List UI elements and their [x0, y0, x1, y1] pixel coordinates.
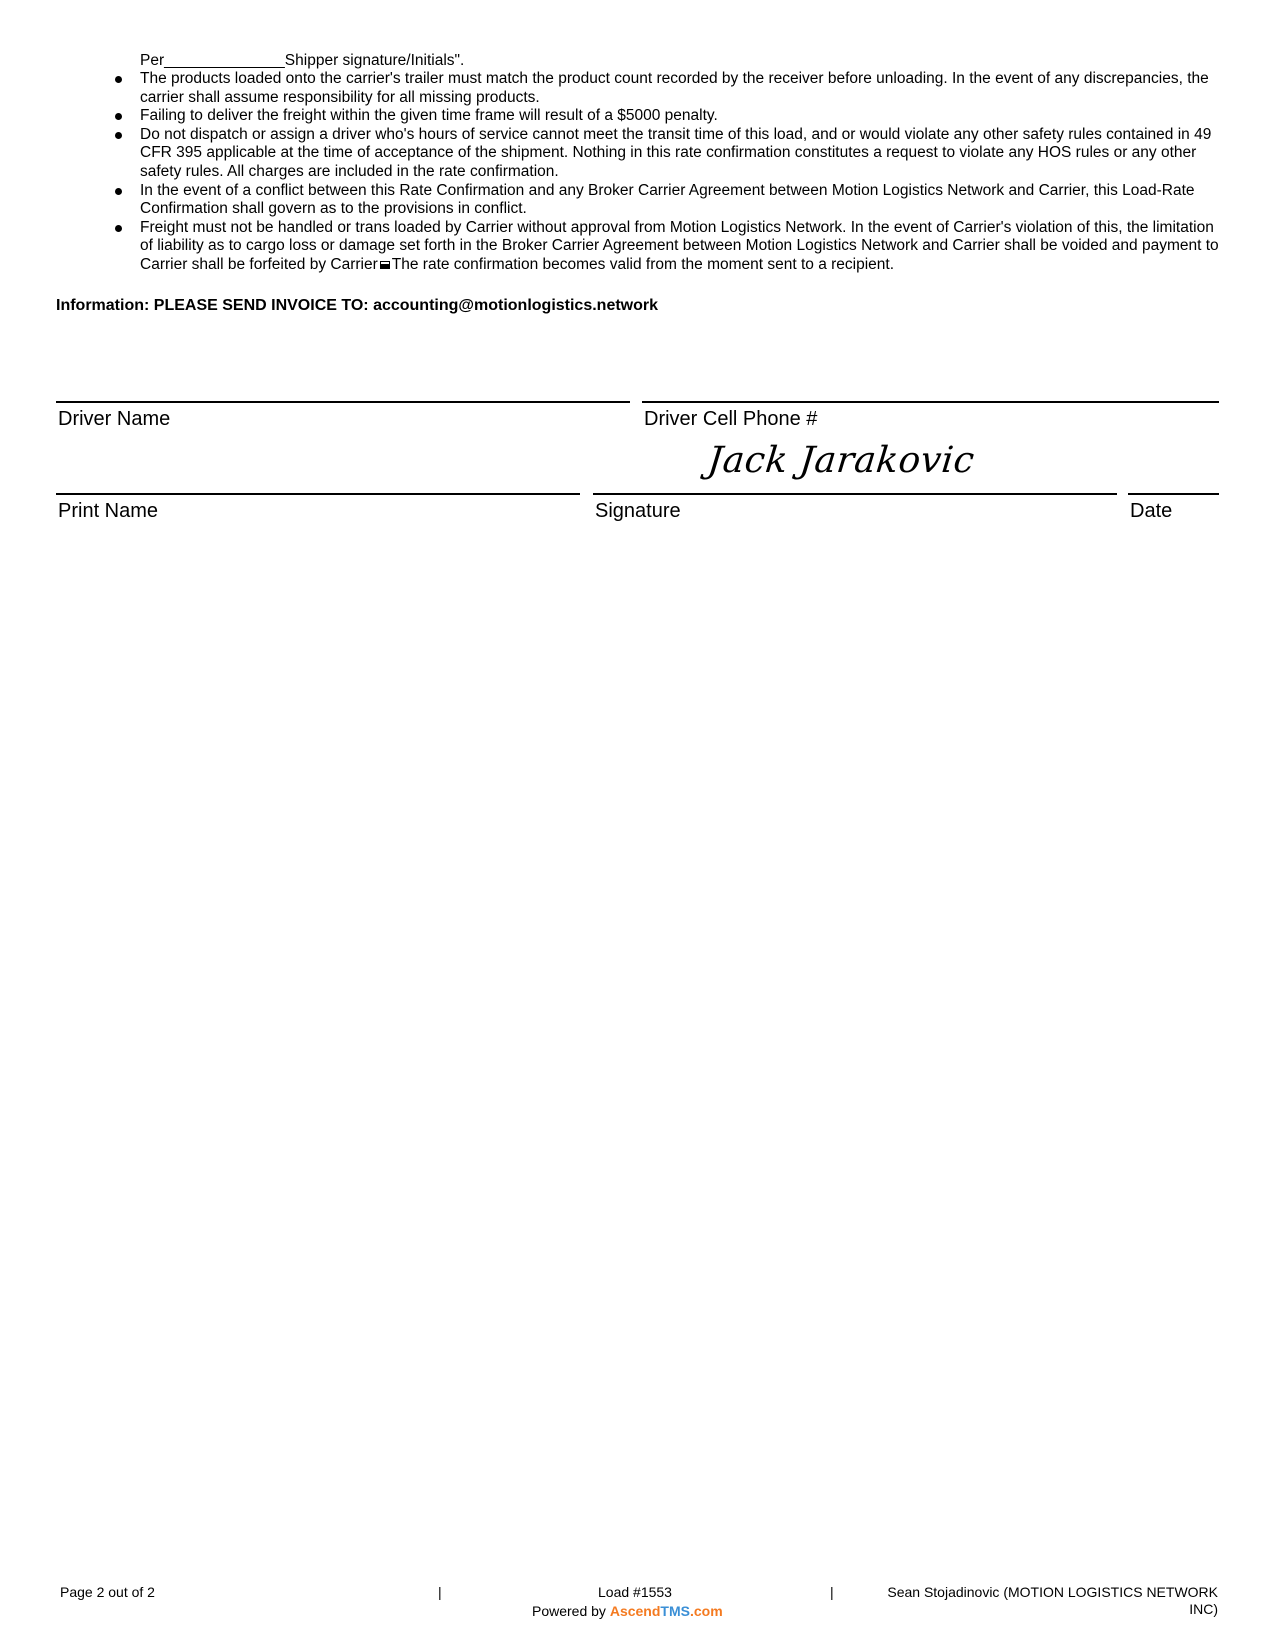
footer-user-line2: INC) — [1189, 1601, 1218, 1617]
driver-cell-phone-line — [642, 401, 1219, 403]
terms-item — [140, 126, 1220, 182]
ascendtms-logo — [610, 1603, 723, 1619]
bullet-icon — [115, 132, 122, 139]
terms-item — [140, 182, 1220, 219]
footer-separator: | — [438, 1584, 442, 1600]
footer-user-line1: Sean Stojadinovic (MOTION LOGISTICS NETWORK — [887, 1584, 1218, 1600]
invoice-info: Information: PLEASE SEND INVOICE TO: accounting@motionlogistics.network — [56, 297, 659, 314]
unknown-glyph-icon — [380, 261, 390, 269]
terms-continuation: Per______________Shipper signature/Initials". — [140, 52, 465, 69]
terms-list — [140, 70, 1220, 275]
footer-separator: | — [830, 1584, 834, 1600]
bullet-icon — [115, 225, 122, 232]
terms-item — [140, 219, 1220, 275]
terms-item-text-continued: The rate confirmation becomes valid from the moment sent to a recipient. — [391, 255, 895, 273]
terms-item-text: The products loaded onto the carrier's trailer must match the product count recorded by the receiver before unloading. In the event of any discrepancies, the carrier shall assume responsibility for all missing products. — [140, 70, 1209, 106]
bullet-icon — [115, 188, 122, 195]
logo-com-text: .com — [689, 1603, 723, 1619]
footer-user — [860, 1584, 1218, 1618]
terms-item — [140, 70, 1220, 107]
load-number: Load #1553 — [598, 1584, 672, 1600]
driver-cell-phone-label: Driver Cell Phone # — [644, 408, 818, 430]
date-label: Date — [1130, 500, 1173, 522]
signature-line — [593, 493, 1117, 495]
terms-item-text: Failing to deliver the freight within the given time frame will result of a $5000 penalty. — [140, 107, 718, 125]
page-number: Page 2 out of 2 — [60, 1584, 155, 1600]
terms-item — [140, 107, 1220, 126]
signature-label: Signature — [595, 500, 681, 522]
print-name-label: Print Name — [58, 500, 159, 522]
bullet-icon — [115, 113, 122, 120]
driver-name-label: Driver Name — [58, 408, 171, 430]
bullet-icon — [115, 76, 122, 83]
date-line — [1128, 493, 1219, 495]
logo-ascend-text: Ascend — [609, 1603, 661, 1619]
logo-tms-text: TMS — [660, 1603, 690, 1619]
powered-by — [532, 1603, 723, 1620]
driver-name-line — [56, 401, 630, 403]
powered-by-label: Powered by — [532, 1603, 606, 1619]
terms-item-text: In the event of a conflict between this Rate Confirmation and any Broker Carrier Agreement between Motion Logistics Network and Carrier, this Load-Rate Confirmation shall govern as to the provisions in conflict. — [140, 181, 1195, 218]
print-name-line — [56, 493, 580, 495]
handwritten-signature: Jack Jarakovic — [705, 440, 977, 481]
terms-item-text: Do not dispatch or assign a driver who's hours of service cannot meet the transit time of this load, and or would violate any other safety rules contained in 49 CFR 395 applicable at the time of acceptance of the shipment. Nothing in this rate confirmation constitutes a request to violate any HOS rules or any other safety rules. All charges are included in the rate confirmation. — [140, 125, 1212, 180]
terms-item-text: Freight must not be handled or trans loaded by Carrier without approval from Motion Logistics Network. In the event of Carrier's violation of this, the limitation of liability as to cargo loss or damage set forth in the Broker Carrier Agreement between Motion Logistics Network and Carrier shall be voided and payment to Carrier shall be forfeited by Carrier — [140, 218, 1219, 273]
